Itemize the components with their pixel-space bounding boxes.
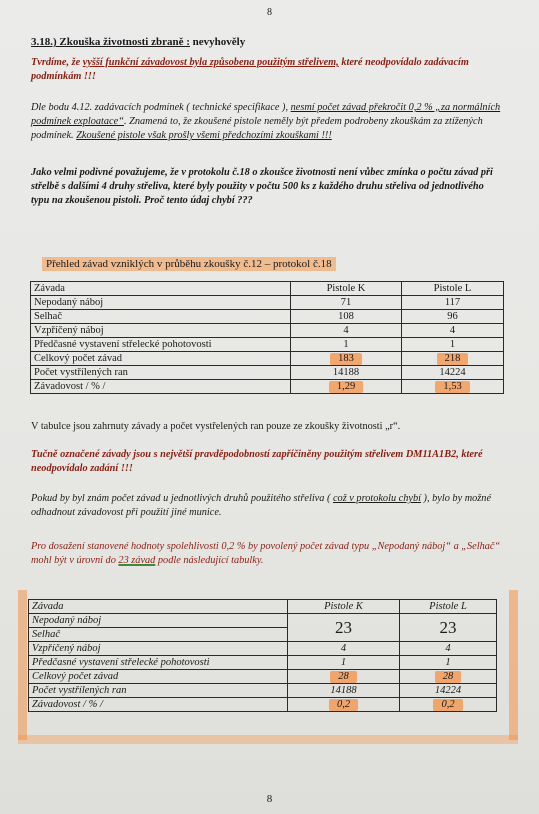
table-header-cell: Pistole L <box>400 600 497 614</box>
table-row <box>31 310 504 324</box>
table-cell: Vzpříčený náboj <box>31 324 291 338</box>
table-cell: 4 <box>288 642 400 656</box>
table-cell: Nepodaný náboj <box>29 614 288 628</box>
paragraph-table-note: V tabulce jsou zahrnuty závady a počet vystřelených ran pouze ze zkoušky životnosti „r“. <box>31 421 401 432</box>
paragraph-conditions <box>31 101 503 143</box>
table-cell: Selhač <box>29 628 288 642</box>
table-header-cell: Závada <box>29 600 288 614</box>
table-cell: 1 <box>402 338 504 352</box>
table-row <box>31 324 504 338</box>
highlighted-value: 0,2 <box>329 699 358 711</box>
table-cell <box>291 380 402 394</box>
claim-part-1: Tvrdíme, že <box>31 57 83 68</box>
page-number-top: 8 <box>267 7 272 18</box>
paragraph-protocol-note: Jako velmi podivné považujeme, že v protokolu č.18 o zkoušce životnosti není vůbec zmínka o počtu závad při střelbě s dalšími 4 druhy střeliva, které byly použity v počtu 500 ks z každého druhu střeliva od jednotlivého typu na zkoušenou pistoli. Proč tento údaj chybí ??? <box>31 167 493 206</box>
table-row <box>29 614 497 628</box>
conditions-part-4: Zkoušené pistole však prošly všemi předchozími zkouškami !!! <box>76 130 332 141</box>
table-cell: 14188 <box>288 684 400 698</box>
estimate-part-3: ), bylo by možné odhadnout závadovost při použití jiné munice. <box>31 493 492 518</box>
highlighted-value: 183 <box>330 353 362 365</box>
table-cell: Závadovost / % / <box>29 698 288 712</box>
table-row <box>29 698 497 712</box>
table-row <box>31 338 504 352</box>
table-cell <box>400 698 497 712</box>
table-cell: Celkový počet závad <box>31 352 291 366</box>
table-cell: 1 <box>291 338 402 352</box>
table-row <box>29 684 497 698</box>
table-cell: Počet vystřílených ran <box>31 366 291 380</box>
table-cell: Počet vystřílených ran <box>29 684 288 698</box>
table-cell: 4 <box>402 324 504 338</box>
highlight-mark-right <box>509 590 518 740</box>
table-cell: 14188 <box>291 366 402 380</box>
table-cell: 14224 <box>402 366 504 380</box>
paragraph-ammo-claim: Tučně označené závady jsou s největší pravděpodobností zapříčiněny použitým střelivem DM11A1B2, které neodpovídalo zadání !!! <box>31 449 483 474</box>
section-status: nevyhověly <box>192 36 246 48</box>
highlighted-value: 1,53 <box>435 381 469 393</box>
table-row <box>31 380 504 394</box>
highlighted-value: 218 <box>437 353 469 365</box>
table-header-cell: Pistole K <box>288 600 400 614</box>
table-cell <box>400 670 497 684</box>
paragraph-estimate <box>31 492 503 520</box>
target-part-2: 23 závad <box>118 555 156 566</box>
highlighted-value: 0,2 <box>433 699 462 711</box>
table-header-cell: Závada <box>31 282 291 296</box>
table-row <box>29 600 497 614</box>
table-cell: Závadovost / % / <box>31 380 291 394</box>
paragraph-claim <box>31 56 503 84</box>
conditions-part-1: Dle bodu 4.12. zadávacích podmínek ( technické specifikace ), <box>31 102 291 113</box>
table-caption: Přehled závad vzniklých v průběhu zkoušky č.12 – protokol č.18 <box>42 257 336 271</box>
conditions-part-3: . Znamená to, že zkoušené pistole neměly být předem podrobeny zkouškám za ztížených podmínek. <box>31 116 483 141</box>
table-row <box>31 282 504 296</box>
estimate-part-1: Pokud by byl znám počet závad u jednotlivých druhů použitého střeliva ( <box>31 493 333 504</box>
highlighted-value: 1,29 <box>329 381 363 393</box>
table-cell: Předčasné vystavení střelecké pohotovosti <box>31 338 291 352</box>
table-cell: 1 <box>400 656 497 670</box>
target-part-3: podle následující tabulky. <box>155 555 264 566</box>
table-cell: 117 <box>402 296 504 310</box>
table-cell: Předčasné vystavení střelecké pohotovosti <box>29 656 288 670</box>
page-number-bottom: 8 <box>266 793 273 805</box>
table-row <box>31 296 504 310</box>
table-cell: 14224 <box>400 684 497 698</box>
table-cell: 71 <box>291 296 402 310</box>
table-header-cell: Pistole L <box>402 282 504 296</box>
table-cell <box>402 380 504 394</box>
table-row <box>31 366 504 380</box>
table-cell: 23 <box>400 614 497 642</box>
defects-table <box>30 281 504 394</box>
highlighted-value: 28 <box>330 671 357 683</box>
table-cell: 4 <box>291 324 402 338</box>
table-cell: Selhač <box>31 310 291 324</box>
table-cell: 96 <box>402 310 504 324</box>
paragraph-target <box>31 540 503 568</box>
table-cell <box>291 352 402 366</box>
table-cell: 23 <box>288 614 400 642</box>
highlighted-value: 28 <box>435 671 462 683</box>
claim-part-2: vyšší funkční závadovost byla způsobena použitým střelivem, <box>82 57 339 68</box>
table-cell: 4 <box>400 642 497 656</box>
table-row <box>31 352 504 366</box>
table-cell: Nepodaný náboj <box>31 296 291 310</box>
table-cell: Celkový počet závad <box>29 670 288 684</box>
highlight-mark-bottom <box>18 735 518 744</box>
table-cell: 108 <box>291 310 402 324</box>
table-row <box>29 642 497 656</box>
table-header-cell: Pistole K <box>291 282 402 296</box>
section-title: 3.18.) Zkouška životnosti zbraně : <box>31 36 190 48</box>
table-cell <box>402 352 504 366</box>
table-cell: 1 <box>288 656 400 670</box>
claim-part-3: které neodpovídalo zadávacím podmínkám !!! <box>31 57 469 82</box>
table-cell: Vzpříčený náboj <box>29 642 288 656</box>
section-heading <box>31 36 245 48</box>
highlight-mark-left <box>18 590 27 740</box>
target-part-1: Pro dosažení stanovené hodnoty spolehlivosti 0,2 % by povolený počet závad typu „Nepodaný náboj“ a „Selhač“ mohl být v úrovni do <box>31 541 501 566</box>
table-row <box>29 670 497 684</box>
estimate-part-2: což v protokolu chybí <box>332 493 421 504</box>
table-cell <box>288 670 400 684</box>
table-row <box>29 656 497 670</box>
conditions-part-2: nesmí počet závad překročit 0,2 % „za normálních podmínek exploatace“ <box>31 102 501 127</box>
table-cell <box>288 698 400 712</box>
target-defects-table <box>28 599 497 712</box>
